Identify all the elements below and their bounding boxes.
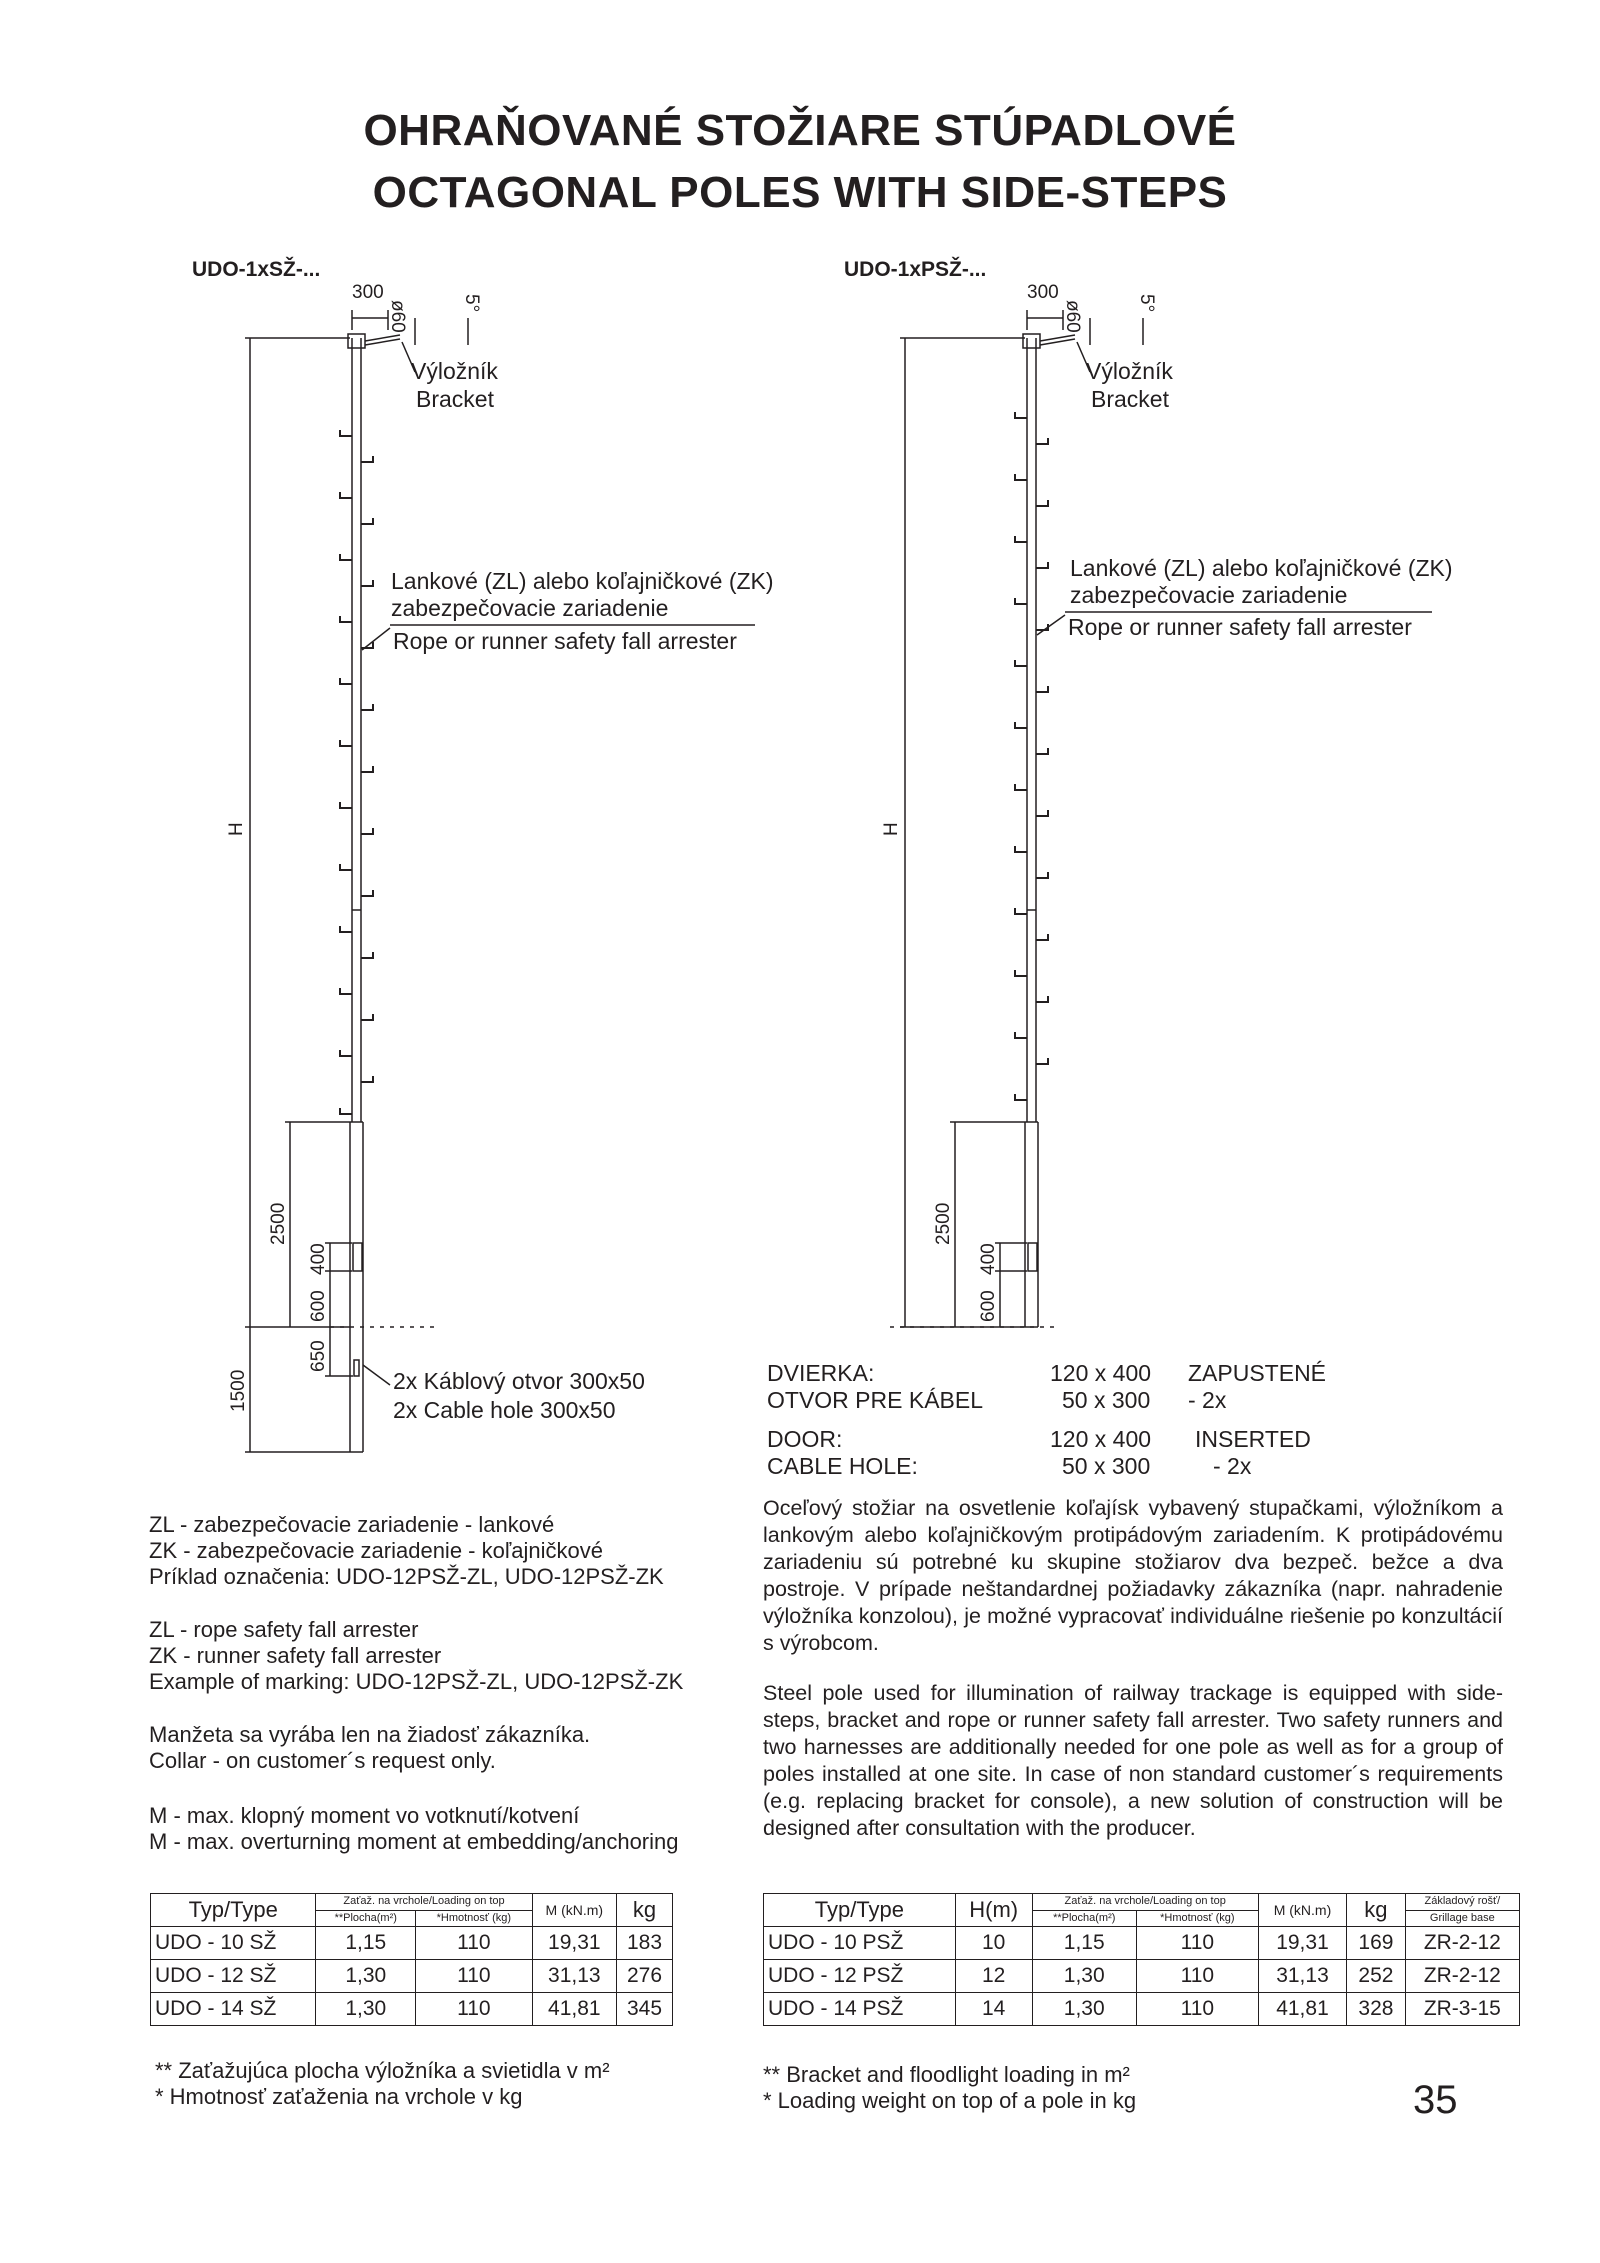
cell-base: ZR-2-12 bbox=[1405, 1927, 1519, 1960]
col-header-base: Základový rošť/ bbox=[1405, 1894, 1519, 1911]
right-dim-600: 600 bbox=[978, 1290, 999, 1322]
cell-type: UDO - 12 PSŽ bbox=[764, 1960, 956, 1993]
cell-moment: 19,31 bbox=[1258, 1927, 1346, 1960]
cell-weight: 110 bbox=[1136, 1993, 1258, 2026]
note-line: Manžeta sa vyrába len na žiadosť zákazníka. bbox=[149, 1722, 591, 1747]
right-bracket-en: Bracket bbox=[1091, 386, 1169, 412]
cell-type: UDO - 10 PSŽ bbox=[764, 1927, 956, 1960]
right-pole-steps bbox=[1015, 412, 1048, 1100]
note-line: M - max. overturning moment at embedding/anchoring bbox=[149, 1829, 679, 1854]
description-en: Steel pole used for illumination of railway trackage is equipped with side-steps, bracket and rope or runner safety fall arrester. Two safety runners and two harnesses are additionally needed for one pole as well as for a group of poles installed at one site. In case of non standard customer´s requirements (e.g. replacing bracket for console), a new solution of construction will be designed after consultation with the producer. bbox=[763, 1681, 1503, 1840]
col-header-type: Typ/Type bbox=[151, 1894, 316, 1927]
note-line: Example of marking: UDO-12PSŽ-ZL, UDO-12PSŽ-ZK bbox=[149, 1669, 684, 1694]
col-header-moment: M (kN.m) bbox=[1258, 1894, 1346, 1927]
note-line: M - max. klopný moment vo votknutí/kotvení bbox=[149, 1803, 580, 1828]
cell-weight: 110 bbox=[416, 1993, 533, 2026]
footnote-line: * Hmotnosť zaťaženia na vrchole v kg bbox=[155, 2084, 523, 2109]
note-line: Collar - on customer´s request only. bbox=[149, 1748, 496, 1773]
cell-kg: 183 bbox=[617, 1927, 673, 1960]
right-dim-400: 400 bbox=[978, 1243, 999, 1275]
cell-kg: 328 bbox=[1347, 1993, 1406, 2026]
cell-type: UDO - 14 PSŽ bbox=[764, 1993, 956, 2026]
door-spec-size: 120 x 400 bbox=[1050, 1360, 1152, 1386]
footnotes-sk bbox=[155, 2058, 610, 2110]
cell-weight: 110 bbox=[1136, 1927, 1258, 1960]
right-dim-h: H bbox=[881, 822, 902, 836]
cell-moment: 41,81 bbox=[532, 1993, 616, 2026]
note-line: ZK - runner safety fall arrester bbox=[149, 1643, 442, 1668]
left-dim-2500: 2500 bbox=[268, 1202, 289, 1245]
left-bracket-sk: Výložník bbox=[411, 358, 498, 384]
footnotes-en bbox=[763, 2062, 1136, 2114]
col-header-load: Zaťaž. na vrchole/Loading on top bbox=[1032, 1894, 1258, 1911]
door-spec-size: 50 x 300 bbox=[1062, 1453, 1151, 1479]
footnote-line: * Loading weight on top of a pole in kg bbox=[763, 2088, 1137, 2113]
cell-area: 1,30 bbox=[1032, 1960, 1136, 1993]
cell-base: ZR-2-12 bbox=[1405, 1960, 1519, 1993]
door-spec-label: DVIERKA: bbox=[767, 1360, 875, 1386]
left-dim-1500: 1500 bbox=[228, 1369, 249, 1412]
col-header-height: H(m) bbox=[955, 1894, 1032, 1927]
cell-height: 14 bbox=[955, 1993, 1032, 2026]
left-dim-650: 650 bbox=[308, 1340, 329, 1372]
right-dim-diameter: ø60 bbox=[1062, 300, 1083, 333]
cell-moment: 31,13 bbox=[1258, 1960, 1346, 1993]
col-header-load: Zaťaž. na vrchole/Loading on top bbox=[316, 1894, 532, 1911]
left-arrester-en: Rope or runner safety fall arrester bbox=[393, 628, 737, 654]
door-spec-note: - 2x bbox=[1188, 1387, 1227, 1413]
table-row bbox=[764, 1927, 1520, 1960]
spec-table-psz bbox=[763, 1893, 1520, 2026]
table-row bbox=[151, 1993, 673, 2026]
cell-base: ZR-3-15 bbox=[1405, 1993, 1519, 2026]
col-header-area: **Plocha(m²) bbox=[1032, 1910, 1136, 1927]
note-line: ZL - zabezpečovacie zariadenie - lankové bbox=[149, 1512, 555, 1537]
left-bracket-en: Bracket bbox=[416, 386, 494, 412]
page-title-sk: OHRAŇOVANÉ STOŽIARE STÚPADLOVÉ bbox=[363, 106, 1237, 155]
notes-block-en bbox=[149, 1617, 683, 1695]
left-dim-bracket: 300 bbox=[352, 282, 384, 303]
col-header-base-en: Grillage base bbox=[1405, 1910, 1519, 1927]
cell-height: 10 bbox=[955, 1927, 1032, 1960]
page-number: 35 bbox=[1413, 2078, 1458, 2122]
left-arrester-sk-1: Lankové (ZL) alebo koľajničkové (ZK) bbox=[391, 568, 774, 594]
table-row bbox=[151, 1960, 673, 1993]
cell-moment: 31,13 bbox=[532, 1960, 616, 1993]
left-dim-diameter: ø60 bbox=[387, 300, 408, 333]
cell-kg: 276 bbox=[617, 1960, 673, 1993]
door-spec-note: - 2x bbox=[1213, 1453, 1252, 1479]
col-header-weight: *Hmotnosť (kg) bbox=[1136, 1910, 1258, 1927]
door-spec-size: 50 x 300 bbox=[1062, 1387, 1151, 1413]
footnote-line: ** Bracket and floodlight loading in m² bbox=[763, 2062, 1130, 2087]
col-header-moment: M (kN.m) bbox=[532, 1894, 616, 1927]
notes-block-sk bbox=[149, 1512, 664, 1590]
table-row bbox=[764, 1960, 1520, 1993]
cell-area: 1,30 bbox=[316, 1993, 416, 2026]
right-dim-2500: 2500 bbox=[933, 1202, 954, 1245]
col-header-weight: *Hmotnosť (kg) bbox=[416, 1910, 533, 1927]
cell-weight: 110 bbox=[416, 1927, 533, 1960]
cell-weight: 110 bbox=[416, 1960, 533, 1993]
description-sk: Oceľový stožiar na osvetlenie koľajísk vybavený stupačkami, výložníkom a lankovým alebo koľajničkovým protipádovým zariadením. K protipádovému zariadeniu sú potrebné ku skupine stožiarov dva bezpeč. bežce a dva postroje. V prípade neštandardnej požiadavky zákazníka (napr. nahradenie výložníka konzolou), je možné vypracovať individuálne riešenie po konzultácií s výrobcom. bbox=[763, 1496, 1503, 1655]
cell-moment: 19,31 bbox=[532, 1927, 616, 1960]
note-line: Príklad označenia: UDO-12PSŽ-ZL, UDO-12PSŽ-ZK bbox=[149, 1564, 664, 1589]
right-arrester-en: Rope or runner safety fall arrester bbox=[1068, 614, 1412, 640]
left-arrester-sk-2: zabezpečovacie zariadenie bbox=[391, 595, 669, 621]
left-model-label: UDO-1xSŽ-... bbox=[192, 258, 321, 281]
cell-area: 1,30 bbox=[1032, 1993, 1136, 2026]
page-title-en: OCTAGONAL POLES WITH SIDE-STEPS bbox=[372, 168, 1228, 217]
door-spec-size: 120 x 400 bbox=[1050, 1426, 1152, 1452]
cell-kg: 252 bbox=[1347, 1960, 1406, 1993]
right-pole-drawing bbox=[890, 310, 1432, 1327]
door-spec-note: ZAPUSTENÉ bbox=[1188, 1360, 1327, 1386]
right-dim-bracket: 300 bbox=[1027, 282, 1059, 303]
cell-moment: 41,81 bbox=[1258, 1993, 1346, 2026]
col-header-area: **Plocha(m²) bbox=[316, 1910, 416, 1927]
right-bracket-sk: Výložník bbox=[1086, 358, 1173, 384]
col-header-kg: kg bbox=[1347, 1894, 1406, 1927]
table-row bbox=[764, 1993, 1520, 2026]
left-cable-en: 2x Cable hole 300x50 bbox=[393, 1397, 616, 1423]
cell-type: UDO - 10 SŽ bbox=[151, 1927, 316, 1960]
left-dim-600: 600 bbox=[308, 1290, 329, 1322]
notes-block-moment bbox=[149, 1803, 678, 1855]
cell-area: 1,15 bbox=[1032, 1927, 1136, 1960]
left-pole-drawing bbox=[245, 310, 755, 1452]
table-row bbox=[151, 1927, 673, 1960]
door-spec-label: DOOR: bbox=[767, 1426, 843, 1452]
left-pole-steps bbox=[340, 430, 373, 1114]
cell-weight: 110 bbox=[1136, 1960, 1258, 1993]
left-dim-400: 400 bbox=[308, 1243, 329, 1275]
note-line: ZL - rope safety fall arrester bbox=[149, 1617, 419, 1642]
notes-block-collar bbox=[149, 1722, 590, 1774]
left-dim-h: H bbox=[226, 822, 247, 836]
col-header-kg: kg bbox=[617, 1894, 673, 1927]
note-line: ZK - zabezpečovacie zariadenie - koľajničkové bbox=[149, 1538, 603, 1563]
cell-kg: 345 bbox=[617, 1993, 673, 2026]
spec-table-sz bbox=[150, 1893, 673, 2026]
cell-type: UDO - 12 SŽ bbox=[151, 1960, 316, 1993]
right-model-label: UDO-1xPSŽ-... bbox=[844, 258, 987, 281]
door-spec-label: OTVOR PRE KÁBEL bbox=[767, 1387, 984, 1413]
right-arrester-sk-2: zabezpečovacie zariadenie bbox=[1070, 582, 1348, 608]
door-spec-label: CABLE HOLE: bbox=[767, 1453, 918, 1479]
left-dim-angle: 5° bbox=[461, 294, 482, 313]
cell-height: 12 bbox=[955, 1960, 1032, 1993]
footnote-line: ** Zaťažujúca plocha výložníka a svietidla v m² bbox=[155, 2058, 610, 2083]
cell-type: UDO - 14 SŽ bbox=[151, 1993, 316, 2026]
cell-kg: 169 bbox=[1347, 1927, 1406, 1960]
left-cable-sk: 2x Káblový otvor 300x50 bbox=[393, 1368, 645, 1394]
col-header-type: Typ/Type bbox=[764, 1894, 956, 1927]
right-arrester-sk-1: Lankové (ZL) alebo koľajničkové (ZK) bbox=[1070, 555, 1453, 581]
door-spec-note: INSERTED bbox=[1195, 1426, 1311, 1452]
right-dim-angle: 5° bbox=[1136, 294, 1157, 313]
cell-area: 1,30 bbox=[316, 1960, 416, 1993]
cell-area: 1,15 bbox=[316, 1927, 416, 1960]
